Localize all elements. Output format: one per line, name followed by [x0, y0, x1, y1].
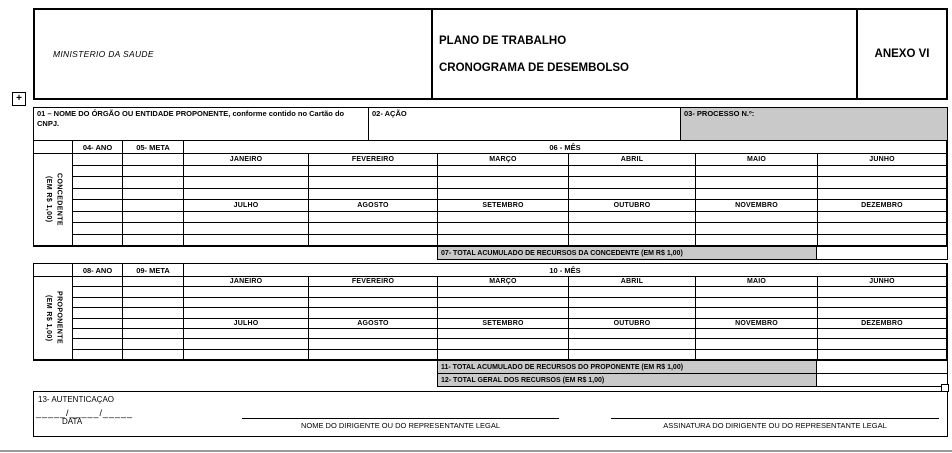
month-header: JANEIRO	[184, 154, 309, 166]
amount-cell[interactable]	[438, 223, 569, 235]
amount-cell[interactable]	[818, 223, 947, 235]
authentication-box	[33, 391, 948, 437]
month-header: OUTUBRO	[569, 200, 696, 212]
amount-cell[interactable]	[438, 189, 569, 201]
amount-cell[interactable]	[569, 235, 696, 247]
amount-cell[interactable]	[123, 339, 184, 349]
amount-cell[interactable]	[184, 166, 309, 178]
amount-cell[interactable]	[438, 177, 569, 189]
amount-cell[interactable]	[696, 223, 818, 235]
amount-cell[interactable]	[73, 212, 123, 224]
amount-cell[interactable]	[696, 287, 818, 297]
amount-cell[interactable]	[309, 212, 438, 224]
amount-cell[interactable]	[696, 212, 818, 224]
month-header: JANEIRO	[184, 277, 309, 287]
month-header: MAIO	[696, 154, 818, 166]
amount-cell[interactable]	[818, 329, 947, 339]
month-header: NOVEMBRO	[696, 319, 818, 329]
amount-cell[interactable]	[184, 339, 309, 349]
form-subtitle: CRONOGRAMA DE DESEMBOLSO	[439, 61, 629, 74]
month-header: NOVEMBRO	[696, 200, 818, 212]
date-blank-line[interactable]: _____/_____/_____	[36, 408, 134, 418]
name-signature-line[interactable]	[242, 418, 559, 430]
amount-cell[interactable]	[309, 350, 438, 360]
amount-cell[interactable]	[73, 319, 123, 329]
month-header: SETEMBRO	[438, 200, 569, 212]
amount-cell[interactable]	[818, 308, 947, 318]
amount-cell[interactable]	[569, 298, 696, 308]
side-label-line1: CONCEDENTE	[55, 172, 63, 226]
month-header: ABRIL	[569, 277, 696, 287]
amount-cell[interactable]	[696, 298, 818, 308]
side-label-line1: PROPONENTE	[55, 291, 63, 345]
amount-cell[interactable]	[123, 212, 184, 224]
amount-cell[interactable]	[123, 235, 184, 247]
amount-cell[interactable]	[569, 308, 696, 318]
amount-cell[interactable]	[569, 350, 696, 360]
grand-total-row	[437, 374, 948, 387]
amount-cell[interactable]	[73, 350, 123, 360]
amount-cell[interactable]	[438, 235, 569, 247]
amount-cell[interactable]	[184, 287, 309, 297]
amount-cell[interactable]	[818, 166, 947, 178]
amount-cell[interactable]	[123, 308, 184, 318]
amount-cell[interactable]	[123, 200, 184, 212]
proponente-meta-header: 09- META	[123, 264, 184, 277]
amount-cell[interactable]	[73, 339, 123, 349]
field-acao-label: 02- AÇÃO	[372, 109, 407, 118]
amount-cell[interactable]	[569, 329, 696, 339]
month-header: DEZEMBRO	[818, 200, 947, 212]
amount-cell[interactable]	[123, 177, 184, 189]
amount-cell[interactable]	[309, 166, 438, 178]
table-move-handle-icon[interactable]	[12, 92, 26, 106]
form-title: PLANO DE TRABALHO	[439, 34, 567, 47]
amount-cell[interactable]	[73, 287, 123, 297]
amount-cell[interactable]	[73, 308, 123, 318]
amount-cell[interactable]	[696, 329, 818, 339]
amount-cell[interactable]	[73, 189, 123, 201]
amount-cell[interactable]	[696, 177, 818, 189]
amount-cell[interactable]	[123, 189, 184, 201]
amount-cell[interactable]	[818, 177, 947, 189]
amount-cell[interactable]	[309, 223, 438, 235]
month-header: MAIO	[696, 277, 818, 287]
page-edge-line	[0, 450, 952, 452]
amount-cell[interactable]	[696, 166, 818, 178]
concedente-month-header: 06 - MÊS	[184, 141, 947, 154]
amount-cell[interactable]	[696, 339, 818, 349]
proponente-month-header: 10 - MÊS	[184, 264, 947, 277]
proponente-total-row	[437, 361, 948, 374]
amount-cell[interactable]	[73, 298, 123, 308]
ministry-name: MINISTERIO DA SAUDE	[53, 49, 154, 59]
proponente-side-label	[43, 291, 64, 344]
proponente-grid	[33, 263, 948, 361]
month-header: FEVEREIRO	[309, 277, 438, 287]
concedente-year-header: 04- ANO	[73, 141, 123, 154]
amount-cell[interactable]	[184, 298, 309, 308]
amount-cell[interactable]	[184, 235, 309, 247]
header-table	[33, 8, 948, 100]
signature-line-label: ASSINATURA DO DIRIGENTE OU DO REPRESENTANTE LEGAL	[663, 421, 887, 430]
amount-cell[interactable]	[184, 177, 309, 189]
grand-total-value-cell[interactable]	[817, 374, 947, 386]
amount-cell[interactable]	[184, 223, 309, 235]
amount-cell[interactable]	[438, 298, 569, 308]
concedente-grid	[33, 140, 948, 247]
amount-cell[interactable]	[309, 235, 438, 247]
amount-cell[interactable]	[438, 287, 569, 297]
amount-cell[interactable]	[696, 189, 818, 201]
amount-cell[interactable]	[696, 235, 818, 247]
side-label-line2: (EM R$ 1,00)	[45, 294, 52, 342]
proponente-year-header: 08- ANO	[73, 264, 123, 277]
month-header: MARÇO	[438, 277, 569, 287]
annex-label: ANEXO VI	[874, 48, 930, 60]
field-processo[interactable]	[681, 108, 947, 140]
annex-cell	[858, 10, 946, 98]
amount-cell[interactable]	[569, 223, 696, 235]
month-header: JUNHO	[818, 154, 947, 166]
concedente-total-row	[437, 247, 948, 260]
month-header: JUNHO	[818, 277, 947, 287]
amount-cell[interactable]	[123, 154, 184, 166]
side-label-line2: (EM R$ 1,00)	[45, 176, 52, 223]
corner-cell	[34, 264, 73, 277]
name-line-label: NOME DO DIRIGENTE OU DO REPRESENTANTE LEGAL	[300, 421, 501, 430]
amount-cell[interactable]	[184, 308, 309, 318]
month-header: AGOSTO	[309, 319, 438, 329]
amount-cell[interactable]	[184, 212, 309, 224]
month-header: SETEMBRO	[438, 319, 569, 329]
amount-cell[interactable]	[569, 189, 696, 201]
month-header: AGOSTO	[309, 200, 438, 212]
amount-cell[interactable]	[184, 329, 309, 339]
amount-cell[interactable]	[309, 329, 438, 339]
amount-cell[interactable]	[818, 287, 947, 297]
grand-total-label: 12- TOTAL GERAL DOS RECURSOS (EM R$ 1,00)	[438, 374, 817, 386]
amount-cell[interactable]	[73, 200, 123, 212]
field-processo-label: 03- PROCESSO N.º:	[684, 109, 755, 118]
proponente-total-label: 11- TOTAL ACUMULADO DE RECURSOS DO PROPONENTE (EM R$ 1,00)	[438, 361, 817, 373]
move-handle-glyph: +	[16, 93, 22, 104]
amount-cell[interactable]	[123, 329, 184, 339]
amount-cell[interactable]	[569, 287, 696, 297]
amount-cell[interactable]	[569, 212, 696, 224]
authentication-label: 13- AUTENTICAÇAO	[38, 395, 115, 404]
title-cell	[433, 10, 858, 98]
amount-cell[interactable]	[309, 177, 438, 189]
month-header: ABRIL	[569, 154, 696, 166]
amount-cell[interactable]	[569, 166, 696, 178]
concedente-total-label: 07- TOTAL ACUMULADO DE RECURSOS DA CONCEDENTE (EM R$ 1,00)	[438, 247, 817, 259]
amount-cell[interactable]	[438, 166, 569, 178]
amount-cell[interactable]	[73, 177, 123, 189]
month-header: JULHO	[184, 319, 309, 329]
date-label: DATA	[62, 417, 83, 426]
field-orgao-label: 01 – NOME DO ÓRGÃO OU ENTIDADE PROPONENTE, conforme contido no Cartão do CNPJ.	[37, 109, 345, 129]
amount-cell[interactable]	[818, 189, 947, 201]
corner-cell	[34, 141, 73, 154]
amount-cell[interactable]	[696, 308, 818, 318]
date-group	[36, 408, 133, 426]
concedente-meta-header: 05- META	[123, 141, 184, 154]
month-header: DEZEMBRO	[818, 319, 947, 329]
amount-cell[interactable]	[309, 298, 438, 308]
amount-cell[interactable]	[73, 235, 123, 247]
amount-cell[interactable]	[438, 212, 569, 224]
concedente-side-label	[43, 173, 64, 226]
concedente-side-label-cell	[34, 154, 73, 246]
amount-cell[interactable]	[184, 189, 309, 201]
amount-cell[interactable]	[438, 329, 569, 339]
amount-cell[interactable]	[73, 329, 123, 339]
amount-cell[interactable]	[569, 339, 696, 349]
amount-cell[interactable]	[696, 350, 818, 360]
field-orgao-proponente[interactable]	[34, 108, 369, 140]
amount-cell[interactable]	[123, 287, 184, 297]
amount-cell[interactable]	[818, 339, 947, 349]
amount-cell[interactable]	[123, 350, 184, 360]
amount-cell[interactable]	[123, 319, 184, 329]
amount-cell[interactable]	[309, 339, 438, 349]
month-header: OUTUBRO	[569, 319, 696, 329]
month-header: FEVEREIRO	[309, 154, 438, 166]
amount-cell[interactable]	[309, 287, 438, 297]
amount-cell[interactable]	[818, 235, 947, 247]
amount-cell[interactable]	[818, 212, 947, 224]
amount-cell[interactable]	[123, 223, 184, 235]
proponente-side-label-cell	[34, 277, 73, 360]
amount-cell[interactable]	[309, 308, 438, 318]
concedente-total-value-cell[interactable]	[817, 247, 947, 259]
amount-cell[interactable]	[73, 166, 123, 178]
amount-cell[interactable]	[73, 277, 123, 287]
amount-cell[interactable]	[123, 166, 184, 178]
amount-cell[interactable]	[818, 350, 947, 360]
amount-cell[interactable]	[123, 298, 184, 308]
amount-cell[interactable]	[438, 350, 569, 360]
month-header: JULHO	[184, 200, 309, 212]
amount-cell[interactable]	[73, 223, 123, 235]
month-header: MARÇO	[438, 154, 569, 166]
amount-cell[interactable]	[818, 298, 947, 308]
field-acao[interactable]	[369, 108, 681, 140]
ministry-cell	[35, 10, 433, 98]
amount-cell[interactable]	[309, 189, 438, 201]
proponente-total-value-cell[interactable]	[817, 361, 947, 373]
amount-cell[interactable]	[569, 177, 696, 189]
amount-cell[interactable]	[184, 350, 309, 360]
identification-row	[33, 107, 948, 140]
amount-cell[interactable]	[123, 277, 184, 287]
amount-cell[interactable]	[438, 339, 569, 349]
signature-line[interactable]	[611, 418, 939, 430]
amount-cell[interactable]	[438, 308, 569, 318]
amount-cell[interactable]	[73, 154, 123, 166]
